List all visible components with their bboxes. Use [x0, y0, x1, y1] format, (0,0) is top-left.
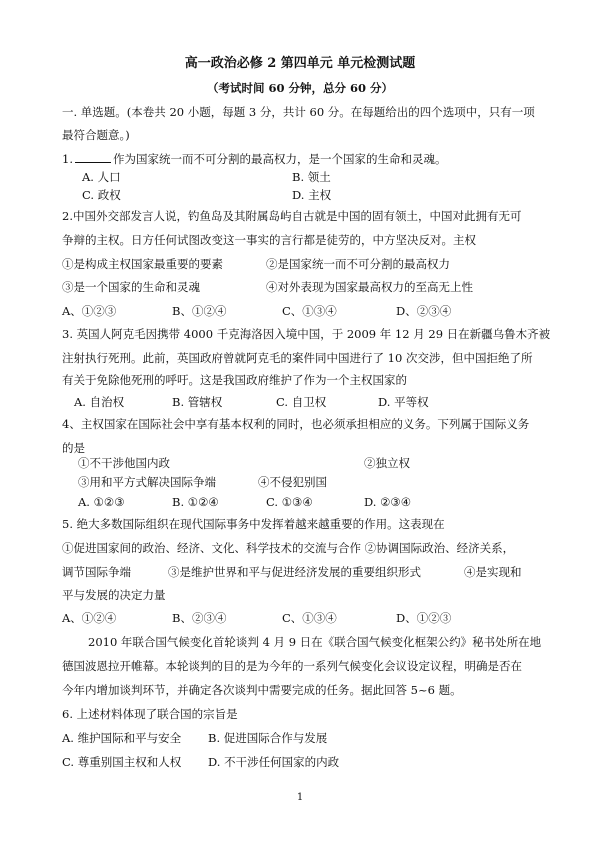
option-a: A. ①②③ [78, 495, 125, 509]
option-d: D. 平等权 [378, 395, 429, 409]
statement-4: ④不侵犯别国 [258, 475, 327, 489]
question-3-cont: 有关于免除他死刑的呼吁。这是我国政府维护了作为一个主权国家的 [62, 373, 407, 387]
option-c: C、①③④ [282, 611, 337, 625]
option-c: C. 政权 [82, 188, 121, 202]
option-b: B、①②④ [172, 304, 227, 318]
question-5-cont: ①促进国家间的政治、经济、文化、科学技术的交流与合作 ②协调国际政治、经济关系， [62, 541, 515, 555]
option-d: D. ②③④ [364, 495, 412, 509]
statement-2: ②是国家统一而不可分割的最高权力 [266, 257, 450, 271]
option-d: D、①②③ [396, 611, 452, 625]
option-c: C. 尊重别国主权和人权 [62, 755, 182, 769]
material-paragraph-cont: 德国波恩拉开帷幕。本轮谈判的目的是为今年的一系列气候变化会议设定议程，明确是否在 [62, 659, 522, 673]
question-2-cont: 争辩的主权。日方任何试图改变这一事实的言行都是徒劳的，中方坚决反对。主权 [62, 233, 476, 247]
statement-4: ④对外表现为国家最高权力的至高无上性 [266, 280, 473, 294]
option-c: C. ①③④ [266, 495, 313, 509]
option-b: B、②③④ [172, 611, 227, 625]
option-a: A、①②③ [62, 304, 117, 318]
material-paragraph: 2010 年联合国气候变化首轮谈判 4 月 9 日在《联合国气候变化框架公约》秘书处所在地 [88, 635, 542, 649]
option-b: B. ①②④ [172, 495, 219, 509]
option-a: A. 维护国际和平与安全 [62, 731, 182, 745]
option-a: A. 人口 [82, 170, 121, 184]
statement-1: ①不干涉他国内政 [78, 456, 170, 470]
question-4: 4、主权国家在国际社会中享有基本权利的同时，也必须承担相应的义务。下列属于国际义务 [62, 417, 530, 431]
page-number: 1 [296, 792, 304, 803]
option-a: A、①②④ [62, 611, 117, 625]
section-instructions: 一. 单选题。(本卷共 20 小题，每题 3 分，共计 60 分。在每题给出的四个选项中，只有一项 [62, 105, 535, 119]
page-title: 高一政治必修 2 第四单元 单元检测试题 [184, 56, 416, 71]
statement-3: ③是一个国家的生命和灵魂 [62, 280, 200, 294]
option-b: B. 领土 [292, 170, 331, 184]
question-1 [62, 151, 550, 167]
statement-3: ③是维护世界和平与促进经济发展的重要组织形式 [168, 565, 421, 579]
question-3: 3. 英国人阿克毛因携带 4000 千克海洛因入境中国，于 2009 年 12 月 29 日在新疆乌鲁木齐被 [62, 327, 551, 341]
option-b: B. 管辖权 [172, 395, 223, 409]
statement-1: ①是构成主权国家最重要的要素 [62, 257, 223, 271]
statement-3: ③用和平方式解决国际争端 [78, 475, 216, 489]
option-b: B. 促进国际合作与发展 [208, 731, 328, 745]
question-5-cont: 平与发展的决定力量 [62, 588, 166, 602]
question-3-cont: 注射执行死刑。此前，英国政府曾就阿克毛的案件同中国进行了 10 次交涉，但中国拒绝了所 [62, 351, 533, 365]
question-text: 作为国家统一而不可分割的最高权力，是一个国家的生命和灵魂。 [112, 152, 447, 166]
statement-4: ④是实现和 [464, 565, 522, 579]
statement-2: ②独立权 [364, 456, 410, 470]
question-5: 5. 绝大多数国际组织在现代国际事务中发挥着越来越重要的作用。这表现在 [62, 517, 445, 531]
question-number: 1. [62, 152, 73, 166]
question-2: 2.中国外交部发言人说，钓鱼岛及其附属岛屿自古就是中国的固有领土，中国对此拥有无可 [62, 209, 522, 223]
exam-info: （考试时间 60 分钟，总分 60 分） [206, 81, 394, 95]
option-d: D、②③④ [396, 304, 452, 318]
option-d: D. 主权 [292, 188, 332, 202]
material-paragraph-cont: 今年内增加谈判环节，并确定各次谈判中需要完成的任务。据此回答 5~6 题。 [62, 683, 462, 697]
statement-part: 调节国际争端 [62, 565, 131, 579]
section-instructions-cont: 最符合题意。) [62, 128, 130, 142]
option-a: A. 自治权 [74, 395, 125, 409]
option-d: D. 不干涉任何国家的内政 [208, 755, 340, 769]
option-c: C. 自卫权 [276, 395, 327, 409]
question-4-cont: 的是 [62, 441, 85, 455]
question-6: 6. 上述材料体现了联合国的宗旨是 [62, 707, 238, 721]
option-c: C、①③④ [282, 304, 337, 318]
answer-blank [75, 152, 111, 163]
